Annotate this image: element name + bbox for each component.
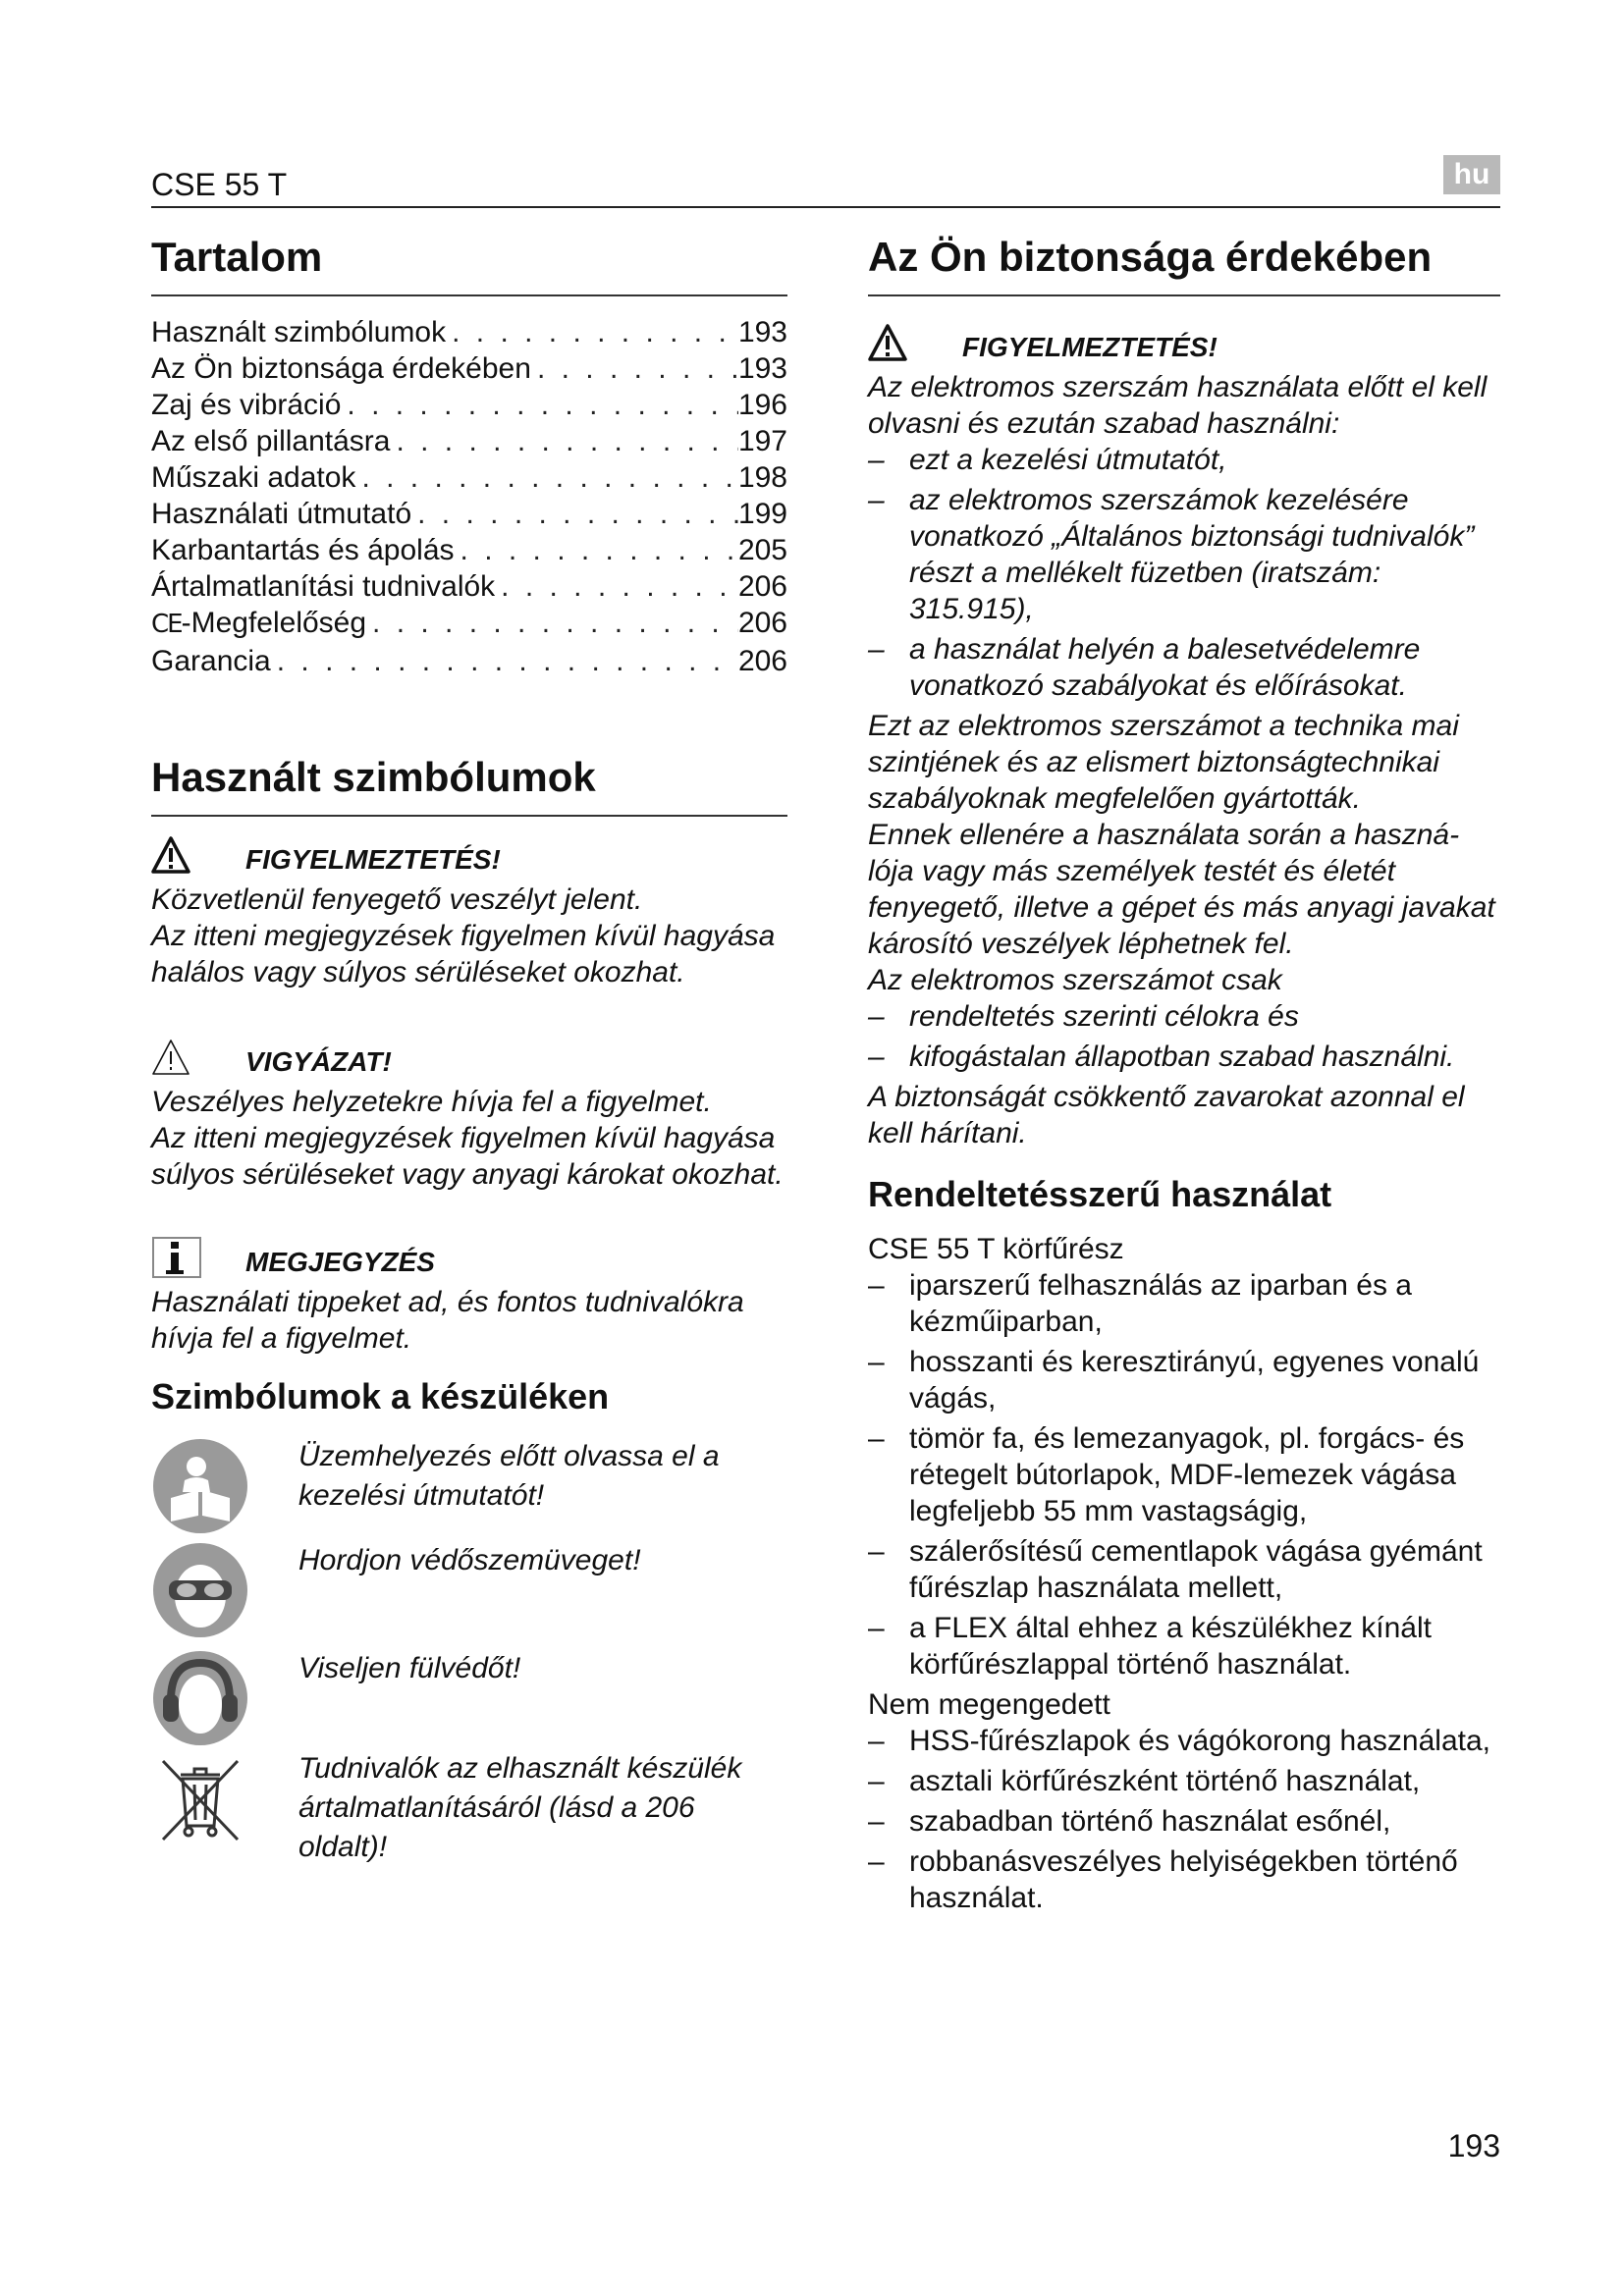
intended-use-title: Rendeltetésszerű használat (868, 1174, 1332, 1214)
caution-text-1: Veszélyes helyzetekre hívja fel a figyelmet. (151, 1086, 712, 1118)
toc-title: Tartalom (151, 234, 787, 296)
warning-triangle-icon (151, 836, 245, 882)
toc-entry-label: Karbantartás és ápolás (151, 534, 455, 566)
warning-text-1: Közvetlenül fenyegető veszélyt jelent. (151, 883, 643, 916)
toc-entry-page: 205 (737, 534, 787, 566)
toc-leader (372, 605, 738, 641)
note-title: MEGJEGYZÉS (245, 1246, 435, 1277)
warning-text-2: Az itteni megjegyzések figyelmen kívül hagyása halálos vagy súlyos sérüléseket okozhat. (151, 920, 776, 988)
toc-entry-label: Műszaki adatok (151, 461, 356, 494)
device-symbol-row (151, 1541, 787, 1644)
toc-entry-page: 196 (737, 389, 787, 421)
device-symbol-text: Hordjon védőszemüveget! (298, 1544, 641, 1576)
not-allowed-item: – asztali körfűrészként történő használat, (868, 1763, 1500, 1799)
toc-entry-page: 198 (737, 461, 787, 494)
intended-use-body (868, 1231, 1500, 1920)
toc-entry[interactable] (151, 605, 787, 643)
warning-title: FIGYELMEZTETÉS! (245, 843, 501, 875)
safety-paragraph: Az elektromos szerszámot csak (868, 964, 1282, 996)
toc-leader (537, 350, 738, 387)
intended-use-item: – tömör fa, és lemezanyagok, pl. forgács- és rétegelt bútorlapok, MDF-lemezek vágása legfeljebb 55 mm vastagságig, (868, 1420, 1500, 1529)
warning-notice (151, 836, 787, 990)
safety-list-item: – ezt a kezelési útmutatót, (868, 442, 1500, 478)
info-icon (151, 1236, 245, 1288)
toc-leader (277, 643, 738, 679)
caution-title: VIGYÁZAT! (245, 1045, 392, 1077)
toc-entry[interactable] (151, 643, 787, 679)
safety-paragraph: Ezt az elektromos szerszámot a technika mai szintjének és az elismert biztonságtechnikai szabályoknak megfelelően gyártották. (868, 710, 1459, 815)
ce-mark-icon: CE (151, 610, 182, 639)
safety-warning (868, 324, 1500, 1151)
toc-entry[interactable] (151, 423, 787, 459)
note-notice (151, 1239, 787, 1357)
toc-entry-label: Használt szimbólumok (151, 316, 447, 348)
toc-entry[interactable] (151, 496, 787, 532)
page-number: 193 (1447, 2128, 1500, 2163)
device-symbol-row (151, 1649, 787, 1752)
intended-use-item: – hosszanti és keresztirányú, egyenes vonalú vágás, (868, 1344, 1500, 1416)
safety-goggles-icon (151, 1541, 298, 1644)
toc-entry[interactable] (151, 314, 787, 350)
not-allowed-title: Nem megengedett (868, 1688, 1110, 1721)
toc-entry-label: Garancia (151, 645, 271, 677)
device-symbols-title: Szimbólumok a készüléken (151, 1376, 610, 1416)
toc-entry[interactable] (151, 459, 787, 496)
toc-entry-page: 197 (737, 425, 787, 457)
toc-leader (347, 387, 738, 423)
toc-entry-page: 206 (737, 570, 787, 603)
symbols-section-title: Használt szimbólumok (151, 754, 787, 817)
toc-entry-label: Használati útmutató (151, 498, 412, 530)
toc-entry-label: Ártalmatlanítási tudnivalók (151, 570, 496, 603)
toc-entry[interactable] (151, 568, 787, 605)
caution-notice (151, 1039, 787, 1193)
caution-triangle-icon (151, 1039, 245, 1085)
not-allowed-item: – HSS-fűrészlapok és vágókorong használata, (868, 1723, 1500, 1759)
toc-entry[interactable] (151, 532, 787, 568)
toc-entry-page: 193 (737, 316, 787, 348)
safety-warning-title: FIGYELMEZTETÉS! (962, 331, 1218, 362)
toc-leader (460, 532, 738, 568)
caution-text-2: Az itteni megjegyzések figyelmen kívül hagyása súlyos sérüléseket vagy anyagi károkat okozhat. (151, 1122, 784, 1191)
device-symbol-text: Tudnivalók az elhasznált készülék ártalmatlanításáról (lásd a 206 oldalt)! (298, 1752, 742, 1863)
toc-entry-label: Az első pillantásra (151, 425, 391, 457)
table-of-contents (151, 314, 787, 679)
device-symbol-text: Üzemhelyezés előtt olvassa el a kezelési útmutatót! (298, 1440, 720, 1512)
toc-entry-label-text: -Megfelelőség (181, 607, 367, 639)
intended-use-item: – szálerősítésű cementlapok vágása gyémánt fűrészlap használata mellett, (868, 1533, 1500, 1606)
device-symbol-text: Viseljen fülvédőt! (298, 1652, 521, 1684)
intended-use-item: – a FLEX által ehhez a készülékhez kínált körfűrészlappal történő használat. (868, 1610, 1500, 1682)
safety-section-title: Az Ön biztonsága érdekében (868, 234, 1500, 296)
safety-list-item: – kifogástalan állapotban szabad használni. (868, 1039, 1500, 1075)
toc-entry-page: 199 (737, 498, 787, 530)
warning-triangle-icon (868, 324, 962, 370)
device-symbol-row (151, 1437, 787, 1540)
toc-entry-page: 206 (737, 645, 787, 677)
ear-protection-icon (151, 1649, 298, 1752)
safety-intro: Az elektromos szerszám használata előtt el kell olvasni és ezután szabad használni: (868, 371, 1488, 440)
document-model: CSE 55 T (151, 167, 288, 202)
not-allowed-item: – szabadban történő használat esőnél, (868, 1803, 1500, 1840)
toc-leader (361, 459, 738, 496)
safety-paragraph: Ennek ellenére a használata során a haszná-lója vagy más személyek testét és életét fenyegető, illetve a gépet és más anyagi javakat károsító veszélyek léphetnek fel. (868, 819, 1495, 960)
device-symbol-row (151, 1749, 787, 1867)
safety-list-item: – az elektromos szerszámok kezelésére vonatkozó „Általános biztonsági tudnivalók” részt a mellékelt füzetben (iratszám: 315.915), (868, 482, 1500, 627)
not-allowed-item: – robbanásveszélyes helyiségekben történő használat. (868, 1843, 1500, 1916)
read-manual-icon (151, 1437, 298, 1540)
toc-entry-label: Az Ön biztonsága érdekében (151, 352, 531, 385)
toc-entry[interactable] (151, 350, 787, 387)
toc-leader (396, 423, 737, 459)
safety-paragraph: A biztonságát csökkentő zavarokat azonnal el kell hárítani. (868, 1081, 1465, 1149)
language-badge: hu (1443, 155, 1500, 194)
toc-entry-page: 206 (737, 607, 787, 639)
toc-entry-page: 193 (737, 352, 787, 385)
intended-use-intro: CSE 55 T körfűrész (868, 1233, 1124, 1265)
note-text: Használati tippeket ad, és fontos tudnivalókra hívja fel a figyelmet. (151, 1286, 744, 1355)
toc-leader (417, 496, 738, 532)
intended-use-item: – iparszerű felhasználás az iparban és a kézműiparban, (868, 1267, 1500, 1340)
toc-entry-label: Zaj és vibráció (151, 389, 342, 421)
page-header (151, 155, 1500, 208)
toc-leader (452, 314, 738, 350)
safety-list-item: – a használat helyén a balesetvédelemre vonatkozó szabályokat és előírásokat. (868, 631, 1500, 704)
toc-entry-label (151, 605, 372, 643)
toc-entry[interactable] (151, 387, 787, 423)
safety-list-item: – rendeltetés szerinti célokra és (868, 998, 1500, 1035)
toc-leader (501, 568, 738, 605)
crossed-bin-icon (151, 1749, 298, 1867)
